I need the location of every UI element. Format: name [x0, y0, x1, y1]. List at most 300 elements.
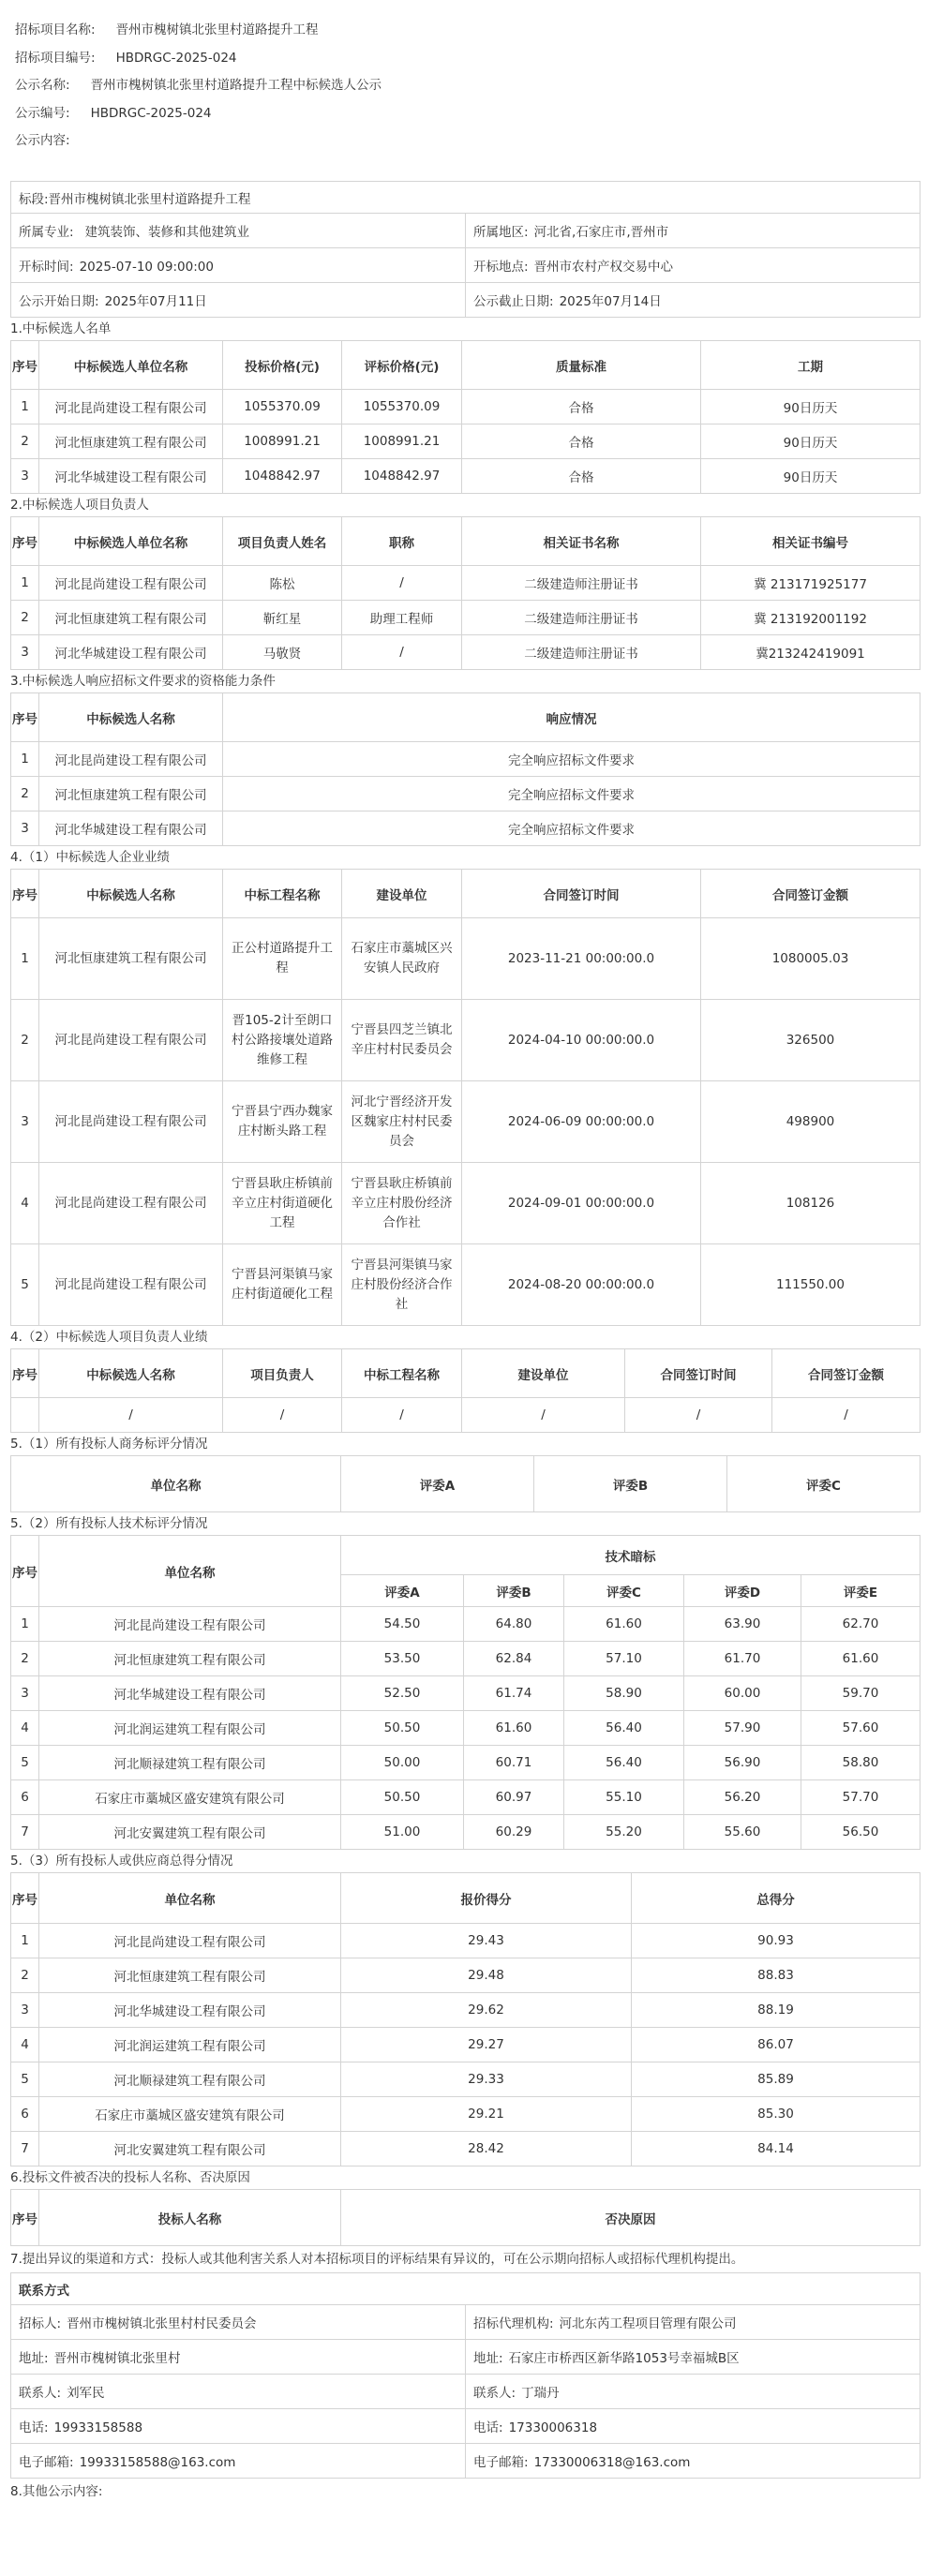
table-cell: 宁晋县河渠镇马家庄村股份经济合作社: [342, 1244, 462, 1326]
table-cell: 2: [11, 601, 39, 635]
table-cell: 1080005.03: [701, 918, 921, 1000]
table-cell: 5: [11, 1244, 39, 1326]
table-row: [11, 1607, 921, 1642]
table-cell: 61.70: [684, 1642, 801, 1676]
table-cell: 62.70: [801, 1607, 921, 1642]
table-header: 否决原因: [341, 2190, 921, 2246]
table-header: 中标候选人名称: [39, 870, 223, 918]
text-span: 招标人:: [19, 2316, 62, 2331]
table-cell: 石家庄市藁城区盛安建筑有限公司: [39, 1780, 341, 1815]
table-header: 序号: [11, 1349, 39, 1398]
table-cell: 2024-09-01 00:00:00.0: [462, 1163, 701, 1244]
header-row-notice-content: [15, 127, 913, 156]
table-cell: 1: [11, 1924, 39, 1958]
table-cell: 6: [11, 1780, 39, 1815]
table-row: [11, 812, 921, 846]
table-cell: 马敬贤: [223, 635, 342, 670]
table-header: 中标工程名称: [223, 870, 342, 918]
table-cell: 62.84: [464, 1642, 564, 1676]
table-cell: 河北昆尚建设工程有限公司: [39, 1163, 223, 1244]
table-header: 投标价格(元): [223, 341, 342, 390]
tenderer-address-cell: [11, 2340, 466, 2375]
table-cell: 河北昆尚建设工程有限公司: [39, 1244, 223, 1326]
pub-end-cell: [466, 283, 921, 318]
table-header: 评委B: [534, 1456, 727, 1512]
table-header: 单位名称: [39, 1873, 341, 1924]
section-5b-title: 5.（2）所有投标人技术标评分情况: [10, 1516, 208, 1531]
text-span: 2025年07月14日: [559, 294, 662, 309]
table-cell: 河北华城建设工程有限公司: [39, 1676, 341, 1711]
table-row: [11, 424, 921, 459]
section-title: 标段:晋州市槐树镇北张里村道路提升工程: [11, 182, 921, 214]
table-cell: /: [342, 1398, 462, 1433]
table-row: [11, 1081, 921, 1163]
header-row-notice-code: [15, 100, 913, 128]
total-score-table: [10, 1872, 921, 2167]
table-cell: 61.60: [464, 1711, 564, 1746]
table-cell: 90日历天: [701, 459, 921, 494]
table-cell: 1048842.97: [342, 459, 462, 494]
table-cell: 90.93: [632, 1924, 921, 1958]
table-row: [11, 1000, 921, 1081]
tenderer-email-cell: [11, 2444, 466, 2479]
table-header: 评委C: [727, 1456, 921, 1512]
table-cell: 1048842.97: [223, 459, 342, 494]
table-cell: 53.50: [341, 1642, 464, 1676]
contact-title: 联系方式: [11, 2273, 921, 2305]
table-cell: 3: [11, 1993, 39, 2028]
table-cell: 河北宁晋经济开发区魏家庄村村民委员会: [342, 1081, 462, 1163]
table-cell: 河北华城建设工程有限公司: [39, 1993, 341, 2028]
text-span: 联系人:: [19, 2386, 62, 2401]
table-cell: 85.89: [632, 2062, 921, 2097]
table-cell: 1055370.09: [223, 390, 342, 424]
header-row-project-name: [15, 17, 913, 45]
text-span: 晋州市槐树镇北张里村村民委员会: [67, 2316, 257, 2331]
table-header: 投标人名称: [39, 2190, 341, 2246]
table-cell: /: [772, 1398, 921, 1433]
section-info-table: [10, 181, 921, 318]
table-row: [11, 1711, 921, 1746]
table-cell: 2: [11, 1000, 39, 1081]
table-cell: 3: [11, 1676, 39, 1711]
table-cell: 1: [11, 566, 39, 601]
table-cell: 河北恒康建筑工程有限公司: [39, 424, 223, 459]
section-5c-title: 5.（3）所有投标人或供应商总得分情况: [10, 1854, 233, 1869]
text-span: 联系人:: [473, 2386, 516, 2401]
table-cell: 完全响应招标文件要求: [223, 742, 921, 777]
section-2-title: 2.中标候选人项目负责人: [10, 498, 149, 513]
pub-start-cell: [11, 283, 466, 318]
table-cell: 84.14: [632, 2132, 921, 2167]
table-cell: 正公村道路提升工程: [223, 918, 342, 1000]
agent-email-cell: [466, 2444, 921, 2479]
agent-phone-cell: [466, 2409, 921, 2444]
table-cell: 55.10: [564, 1780, 684, 1815]
table-cell: 57.60: [801, 1711, 921, 1746]
table-cell: 2024-04-10 00:00:00.0: [462, 1000, 701, 1081]
table-cell: 1055370.09: [342, 390, 462, 424]
table-cell: 合格: [462, 424, 701, 459]
table-cell: 56.20: [684, 1780, 801, 1815]
table-cell: 河北恒康建筑工程有限公司: [39, 1642, 341, 1676]
text-span: 电话:: [473, 2420, 503, 2435]
table-cell: 2023-11-21 00:00:00.0: [462, 918, 701, 1000]
table-cell: 河北昆尚建设工程有限公司: [39, 742, 223, 777]
table-header: 相关证书名称: [462, 517, 701, 566]
table-header: 评委C: [564, 1575, 684, 1607]
table-cell: 河北华城建设工程有限公司: [39, 635, 223, 670]
technical-score-table: [10, 1535, 921, 1850]
table-header: 合同签订金额: [772, 1349, 921, 1398]
table-row: [11, 1676, 921, 1711]
text-span: 晋州市槐树镇北张里村道路提升工程: [115, 22, 319, 37]
rejected-bidder-table: [10, 2189, 921, 2246]
table-cell: 河北润运建筑工程有限公司: [39, 2028, 341, 2062]
table-header: 报价得分: [341, 1873, 632, 1924]
text-span: 公示名称:: [15, 78, 70, 93]
table-cell: 55.60: [684, 1815, 801, 1850]
table-row: [11, 2132, 921, 2167]
text-span: 招标代理机构:: [473, 2316, 554, 2331]
text-span: 建筑装饰、装修和其他建筑业: [84, 225, 250, 240]
table-header: 中标候选人名称: [39, 693, 223, 742]
table-header: 序号: [11, 870, 39, 918]
table-cell: 88.83: [632, 1958, 921, 1993]
table-cell: 7: [11, 1815, 39, 1850]
table-cell: 29.21: [341, 2097, 632, 2132]
table-cell: 2: [11, 1958, 39, 1993]
table-header: 总得分: [632, 1873, 921, 1924]
open-time-cell: [11, 248, 466, 283]
table-cell: 1: [11, 742, 39, 777]
table-cell: 57.90: [684, 1711, 801, 1746]
project-manager-table: [10, 516, 921, 670]
table-cell: /: [342, 566, 462, 601]
text-span: 石家庄市桥西区新华路1053号幸福城B区: [508, 2351, 740, 2366]
text-span: 晋州市槐树镇北张里村道路提升工程中标候选人公示: [90, 78, 382, 93]
table-cell: 326500: [701, 1000, 921, 1081]
table-cell: 1: [11, 390, 39, 424]
table-cell: 河北昆尚建设工程有限公司: [39, 1607, 341, 1642]
table-cell: 2: [11, 777, 39, 812]
table-row: [11, 566, 921, 601]
table-cell: 河北润运建筑工程有限公司: [39, 1711, 341, 1746]
table-header: 中标工程名称: [342, 1349, 462, 1398]
table-header: 评委A: [341, 1575, 464, 1607]
table-row: [11, 1924, 921, 1958]
table-cell: 50.50: [341, 1711, 464, 1746]
table-cell: 河北华城建设工程有限公司: [39, 459, 223, 494]
table-row: [11, 635, 921, 670]
table-row: [11, 1958, 921, 1993]
table-cell: 57.10: [564, 1642, 684, 1676]
table-cell: 冀213242419091: [701, 635, 921, 670]
text-span: 招标项目编号:: [15, 50, 96, 66]
table-cell: 二级建造师注册证书: [462, 566, 701, 601]
table-cell: 合格: [462, 459, 701, 494]
table-cell: 1008991.21: [342, 424, 462, 459]
section-5a-title: 5.（1）所有投标人商务标评分情况: [10, 1437, 208, 1452]
table-row: [11, 1780, 921, 1815]
text-span: 地址:: [19, 2351, 49, 2366]
table-cell: 合格: [462, 390, 701, 424]
table-cell: 61.60: [564, 1607, 684, 1642]
table-header: 序号: [11, 1536, 39, 1607]
text-span: 河北省,石家庄市,晋州市: [533, 225, 669, 240]
table-cell: 靳红星: [223, 601, 342, 635]
table-cell: 58.80: [801, 1746, 921, 1780]
text-span: 2025年07月11日: [104, 294, 207, 309]
table-header: 评委A: [341, 1456, 534, 1512]
table-cell: 56.90: [684, 1746, 801, 1780]
table-cell: 52.50: [341, 1676, 464, 1711]
text-span: 公示编号:: [15, 105, 70, 121]
table-header: 评委B: [464, 1575, 564, 1607]
table-cell: /: [342, 635, 462, 670]
table-cell: 宁晋县宁西办魏家庄村断头路工程: [223, 1081, 342, 1163]
table-header: 项目负责人姓名: [223, 517, 342, 566]
table-header: 单位名称: [39, 1536, 341, 1607]
table-row: [11, 1815, 921, 1850]
tenderer-cell: [11, 2305, 466, 2340]
table-cell: 6: [11, 2097, 39, 2132]
table-row: [11, 459, 921, 494]
table-cell: 64.80: [464, 1607, 564, 1642]
table-cell: 助理工程师: [342, 601, 462, 635]
company-performance-table: [10, 869, 921, 1326]
table-cell: 60.71: [464, 1746, 564, 1780]
table-cell: 陈松: [223, 566, 342, 601]
table-cell: 63.90: [684, 1607, 801, 1642]
text-span: 电子邮箱:: [19, 2455, 74, 2470]
table-cell: 二级建造师注册证书: [462, 635, 701, 670]
table-cell: 河北恒康建筑工程有限公司: [39, 918, 223, 1000]
table-header: 建设单位: [462, 1349, 625, 1398]
table-row: [11, 2097, 921, 2132]
table-cell: 河北安翼建筑工程有限公司: [39, 2132, 341, 2167]
text-span: 所属专业:: [19, 225, 74, 240]
table-cell: 宁晋县耿庄桥镇前辛立庄村街道硬化工程: [223, 1163, 342, 1244]
section-3-title: 3.中标候选人响应招标文件要求的资格能力条件: [10, 674, 276, 689]
table-cell: 石家庄市藁城区兴安镇人民政府: [342, 918, 462, 1000]
text-span: 2025-07-10 09:00:00: [79, 260, 214, 275]
table-cell: 86.07: [632, 2028, 921, 2062]
table-row: [11, 742, 921, 777]
agent-address-cell: [466, 2340, 921, 2375]
table-cell: 宁晋县四芝兰镇北辛庄村村民委员会: [342, 1000, 462, 1081]
table-header: 中标候选人单位名称: [39, 341, 223, 390]
table-header: 相关证书编号: [701, 517, 921, 566]
table-cell: 晋105-2计至朗口村公路接壤处道路维修工程: [223, 1000, 342, 1081]
text-span: 开标时间:: [19, 260, 74, 275]
table-cell: /: [462, 1398, 625, 1433]
table-cell: 河北昆尚建设工程有限公司: [39, 1081, 223, 1163]
table-cell: 50.00: [341, 1746, 464, 1780]
table-row: [11, 918, 921, 1000]
table-cell: 58.90: [564, 1676, 684, 1711]
table-header: 序号: [11, 341, 39, 390]
table-header: 中标候选人单位名称: [39, 517, 223, 566]
table-cell: 3: [11, 635, 39, 670]
table-cell: 61.74: [464, 1676, 564, 1711]
table-cell: /: [625, 1398, 772, 1433]
table-cell: 50.50: [341, 1780, 464, 1815]
table-header: 序号: [11, 693, 39, 742]
table-header: 质量标准: [462, 341, 701, 390]
table-cell: 冀 213192001192: [701, 601, 921, 635]
text-span: 电子邮箱:: [473, 2455, 529, 2470]
section-4b-title: 4.（2）中标候选人项目负责人业绩: [10, 1330, 208, 1345]
text-span: 丁瑞丹: [521, 2386, 560, 2401]
table-cell: 111550.00: [701, 1244, 921, 1326]
table-cell: 2024-08-20 00:00:00.0: [462, 1244, 701, 1326]
tenderer-contact-cell: [11, 2375, 466, 2409]
table-header: 合同签订时间: [462, 870, 701, 918]
table-row: [11, 601, 921, 635]
notice-body: [10, 181, 920, 2505]
table-cell: 完全响应招标文件要求: [223, 812, 921, 846]
text-span: 开标地点:: [473, 260, 529, 275]
table-cell: 河北顺禄建筑工程有限公司: [39, 2062, 341, 2097]
table-cell: 3: [11, 1081, 39, 1163]
contact-table: [10, 2272, 921, 2479]
table-cell: 3: [11, 459, 39, 494]
table-cell: 冀 213171925177: [701, 566, 921, 601]
table-cell: 57.70: [801, 1780, 921, 1815]
table-cell: 3: [11, 812, 39, 846]
table-cell: 29.43: [341, 1924, 632, 1958]
region-cell: [466, 214, 921, 248]
table-cell: 石家庄市藁城区盛安建筑有限公司: [39, 2097, 341, 2132]
table-cell: 56.40: [564, 1711, 684, 1746]
text-span: HBDRGC-2025-024: [90, 105, 212, 121]
text-span: 公示开始日期:: [19, 294, 99, 309]
table-cell: 498900: [701, 1081, 921, 1163]
table-cell: 55.20: [564, 1815, 684, 1850]
table-row: [11, 1642, 921, 1676]
table-cell: 河北顺禄建筑工程有限公司: [39, 1746, 341, 1780]
section-1-title: 1.中标候选人名单: [10, 321, 112, 336]
table-cell: 河北安翼建筑工程有限公司: [39, 1815, 341, 1850]
table-cell: [11, 1398, 39, 1433]
table-header: 序号: [11, 517, 39, 566]
section-4a-title: 4.（1）中标候选人企业业绩: [10, 850, 170, 865]
text-span: 19933158588@163.com: [79, 2455, 236, 2470]
table-cell: 54.50: [341, 1607, 464, 1642]
business-score-table: [10, 1455, 921, 1512]
text-span: 电话:: [19, 2420, 49, 2435]
table-cell: 1: [11, 1607, 39, 1642]
table-cell: 90日历天: [701, 424, 921, 459]
table-cell: 河北昆尚建设工程有限公司: [39, 566, 223, 601]
text-span: 公示内容:: [15, 133, 70, 148]
table-cell: 完全响应招标文件要求: [223, 777, 921, 812]
qualification-table: [10, 692, 921, 846]
table-cell: 56.40: [564, 1746, 684, 1780]
text-span: 刘军民: [67, 2386, 105, 2401]
table-cell: 河北昆尚建设工程有限公司: [39, 390, 223, 424]
table-row: [11, 1398, 921, 1433]
table-row: [11, 1993, 921, 2028]
table-header: 建设单位: [342, 870, 462, 918]
table-cell: 2024-06-09 00:00:00.0: [462, 1081, 701, 1163]
table-row: [11, 1163, 921, 1244]
text-span: 地址:: [473, 2351, 503, 2366]
text-span: 17330006318@163.com: [533, 2455, 691, 2470]
table-cell: 56.50: [801, 1815, 921, 1850]
table-cell: 61.60: [801, 1642, 921, 1676]
text-span: 晋州市槐树镇北张里村: [53, 2351, 181, 2366]
text-span: 17330006318: [508, 2420, 598, 2435]
section-6-title: 6.投标文件被否决的投标人名称、否决原因: [10, 2170, 250, 2185]
table-cell: 51.00: [341, 1815, 464, 1850]
major-cell: [11, 214, 466, 248]
table-cell: 河北恒康建筑工程有限公司: [39, 601, 223, 635]
table-cell: 7: [11, 2132, 39, 2167]
table-header: 评委E: [801, 1575, 921, 1607]
candidate-list-table: [10, 340, 921, 494]
section-8-title: 8.其他公示内容:: [10, 2484, 103, 2499]
text-span: 河北东芮工程项目管理有限公司: [559, 2316, 737, 2331]
table-header-group: 技术暗标: [341, 1536, 921, 1575]
table-row: [11, 2062, 921, 2097]
table-row: [11, 777, 921, 812]
table-header: 合同签订金额: [701, 870, 921, 918]
table-cell: 5: [11, 2062, 39, 2097]
table-cell: 90日历天: [701, 390, 921, 424]
table-cell: 5: [11, 1746, 39, 1780]
table-cell: 29.62: [341, 1993, 632, 2028]
section-7-title: 7.提出异议的渠道和方式：投标人或其他利害关系人对本招标项目的评标结果有异议的，可在公示期向招标人或招标代理机构提出。: [10, 2252, 744, 2267]
table-cell: 河北昆尚建设工程有限公司: [39, 1000, 223, 1081]
table-header: 评委D: [684, 1575, 801, 1607]
table-cell: 29.48: [341, 1958, 632, 1993]
table-header: 职称: [342, 517, 462, 566]
table-header: 项目负责人: [223, 1349, 342, 1398]
table-cell: 88.19: [632, 1993, 921, 2028]
table-cell: 29.27: [341, 2028, 632, 2062]
table-cell: /: [223, 1398, 342, 1433]
table-cell: 宁晋县河渠镇马家庄村街道硬化工程: [223, 1244, 342, 1326]
text-span: 招标项目名称:: [15, 22, 96, 37]
table-cell: 60.97: [464, 1780, 564, 1815]
text-span: 公示截止日期:: [473, 294, 554, 309]
table-cell: 河北恒康建筑工程有限公司: [39, 1958, 341, 1993]
agent-contact-cell: [466, 2375, 921, 2409]
table-cell: /: [39, 1398, 223, 1433]
table-cell: 4: [11, 2028, 39, 2062]
table-header: 序号: [11, 1873, 39, 1924]
table-header: 合同签订时间: [625, 1349, 772, 1398]
table-cell: 河北恒康建筑工程有限公司: [39, 777, 223, 812]
table-header: 序号: [11, 2190, 39, 2246]
header-row-project-code: [15, 45, 913, 73]
table-cell: 河北昆尚建设工程有限公司: [39, 1924, 341, 1958]
header-row-notice-name: [15, 72, 913, 100]
table-header: 单位名称: [11, 1456, 341, 1512]
table-header: 工期: [701, 341, 921, 390]
table-cell: 2: [11, 424, 39, 459]
notice-header: [0, 0, 928, 156]
table-cell: 108126: [701, 1163, 921, 1244]
table-cell: 1008991.21: [223, 424, 342, 459]
table-cell: 60.29: [464, 1815, 564, 1850]
table-cell: 60.00: [684, 1676, 801, 1711]
table-cell: 4: [11, 1711, 39, 1746]
table-cell: 宁晋县耿庄桥镇前辛立庄村股份经济合作社: [342, 1163, 462, 1244]
table-cell: 59.70: [801, 1676, 921, 1711]
